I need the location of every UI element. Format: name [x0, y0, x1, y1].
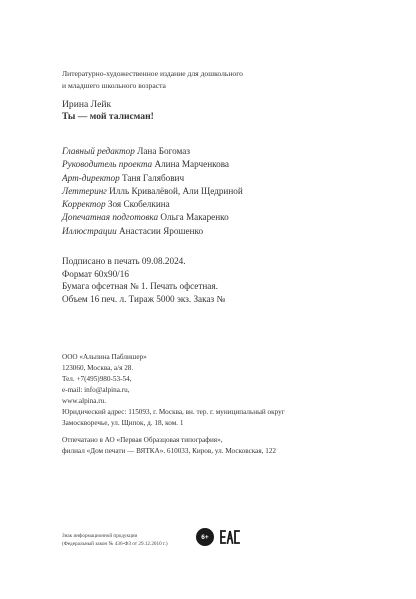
credit-name: Лана Богомаз — [137, 146, 190, 156]
credit-name: Зоя Скобелкина — [107, 199, 170, 210]
credit-name: Алина Марченкова — [154, 159, 229, 170]
info-sign-note — [62, 533, 168, 548]
credits-list — [62, 145, 243, 238]
publisher-line: 123060, Москва, а/я 28. — [62, 364, 134, 372]
credit-role: Корректор — [62, 199, 106, 210]
publisher-line: Юридический адрес: 115093, г. Москва, вн. тер. г. муниципальный округ — [62, 408, 285, 416]
credit-role: Руководитель проекта — [62, 159, 153, 170]
genre-line: Литературно-художественное издание для дошкольного — [62, 69, 243, 78]
publisher-email[interactable]: e-mail: info@alpina.ru, — [62, 386, 130, 394]
credit-role: Арт-директор — [62, 172, 120, 183]
publisher-line: Замоскворечье, ул. Щипок, д. 18, ком. 1 — [62, 419, 184, 427]
sign-note-line: Знак информационной продукции — [62, 533, 138, 539]
publisher-website[interactable]: www.alpina.ru. — [62, 397, 107, 405]
credit-line — [62, 198, 243, 211]
credit-name: Ольга Макаренко — [160, 212, 229, 223]
print-info-line: Объем 16 печ. л. Тираж 5000 экз. Заказ № — [62, 293, 226, 304]
printer-line: филиал «Дом печати — ВЯТКА». 610033, Киров, ул. Московская, 122 — [62, 447, 277, 455]
publisher-info — [62, 352, 285, 429]
credit-line — [62, 145, 243, 158]
author-title-block — [62, 99, 154, 123]
credit-name: Илль Кривалёвой, Али Щедриной — [109, 185, 243, 196]
genre-line: и младшего школьного возраста — [62, 80, 166, 90]
print-info-line: Подписано в печать 09.08.2024. — [62, 256, 186, 266]
credit-role: Допечатная подготовка — [62, 212, 159, 223]
credit-line — [62, 185, 243, 198]
credit-name: Анастасии Ярошенко — [118, 225, 204, 236]
book-title: Ты — мой талисман! — [62, 111, 154, 122]
credit-line — [62, 172, 243, 185]
credit-name: Таня Галябович — [122, 172, 185, 183]
credit-line — [62, 225, 243, 238]
credit-role: Леттеринг — [62, 185, 107, 196]
eac-mark-icon — [219, 529, 241, 545]
credit-role: Иллюстрации — [62, 225, 117, 236]
credit-line — [62, 211, 243, 224]
genre-description — [62, 68, 243, 91]
credit-role: Главный редактор — [62, 146, 135, 156]
sign-note-line: (Федеральный закон № 436-ФЗ от 29.12.2010 г.) — [62, 540, 168, 547]
print-info-line: Бумага офсетная № 1. Печать офсетная. — [62, 281, 218, 291]
author-name: Ирина Лейк — [62, 99, 112, 110]
printer-line: Отпечатано в АО «Первая Образцовая типография», — [62, 436, 223, 444]
print-info-line: Формат 60х90/16 — [62, 268, 129, 279]
imprint-page — [62, 0, 402, 599]
age-rating-badge: 6+ — [196, 528, 214, 546]
credit-line — [62, 158, 243, 171]
publisher-line: ООО «Альпина Паблишер» — [62, 353, 147, 361]
publisher-line: Тел. +7(495)980-53-54, — [62, 375, 132, 383]
print-info — [62, 255, 225, 305]
printer-info — [62, 435, 276, 457]
